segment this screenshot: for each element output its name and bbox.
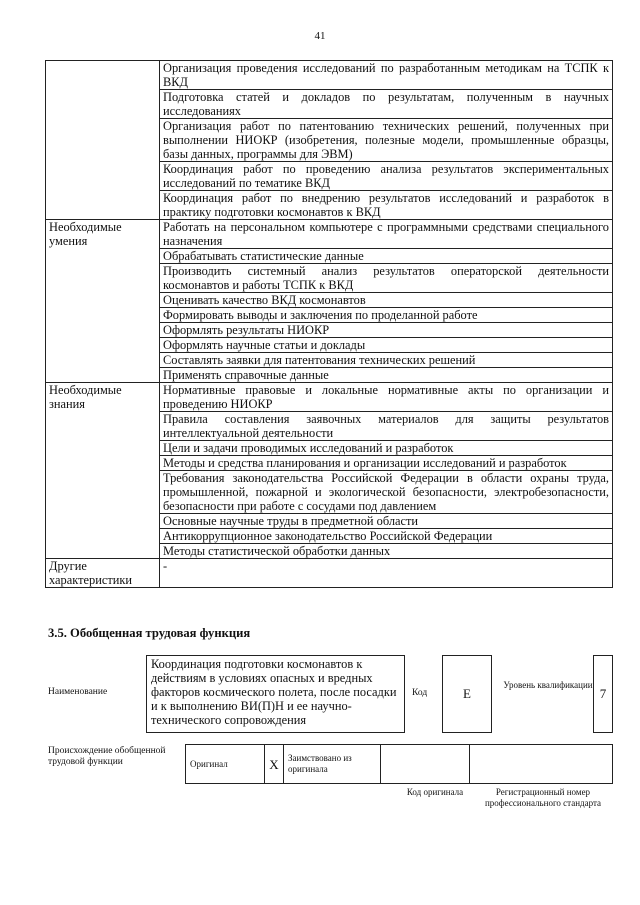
row-group-label [46, 61, 160, 220]
code-original-cell [381, 745, 470, 784]
table-cell: Цели и задачи проводимых исследований и разработок [160, 441, 613, 456]
table-cell: Нормативные правовые и локальные нормативные акты по организации и проведению НИОКР [160, 383, 613, 412]
original-label: Оригинал [186, 745, 265, 784]
row-group-label: Необходимые умения [46, 220, 160, 383]
row-group-label: Другие характеристики [46, 559, 160, 588]
table-cell: Координация работ по проведению анализа результатов экспериментальных исследований по тематике ВКД [160, 162, 613, 191]
table-cell: Координация работ по внедрению результатов исследований и разработок в практику подготовки космонавтов к ВКД [160, 191, 613, 220]
table-cell: Оформлять результаты НИОКР [160, 323, 613, 338]
table-cell: Составлять заявки для патентования технических решений [160, 353, 613, 368]
code-value-box: E [442, 655, 492, 733]
table-cell: - [160, 559, 613, 588]
table-row [46, 559, 613, 588]
table-row [46, 61, 613, 90]
table-cell: Производить системный анализ результатов операторской деятельности космонавтов и работы ТСПК к ВКД [160, 264, 613, 293]
table-cell: Подготовка статей и докладов по результатам, полученным в научных исследованиях [160, 90, 613, 119]
competency-table [45, 60, 613, 588]
borrowed-label: Заимствовано из оригинала [284, 745, 381, 784]
table-row [46, 220, 613, 249]
name-label: Наименование [48, 687, 108, 697]
table-cell: Формировать выводы и заключения по проделанной работе [160, 308, 613, 323]
table-cell: Правила составления заявочных материалов для защиты результатов интеллектуальной деятельности [160, 412, 613, 441]
reg-number-cell [470, 745, 613, 784]
table-cell: Антикоррупционное законодательство Российской Федерации [160, 529, 613, 544]
origin-table [185, 744, 613, 784]
table-cell: Оформлять научные статьи и доклады [160, 338, 613, 353]
original-mark: X [265, 745, 284, 784]
page-number: 41 [314, 30, 326, 42]
code-original-caption: Код оригинала [406, 787, 464, 797]
section-title: 3.5. Обобщенная трудовая функция [48, 626, 251, 640]
table-cell: Обрабатывать статистические данные [160, 249, 613, 264]
level-label: Уровень квалификации [503, 680, 593, 690]
table-cell: Применять справочные данные [160, 368, 613, 383]
reg-number-caption: Регистрационный номер профессионального стандарта [484, 787, 602, 808]
table-cell: Работать на персональном компьютере с программными средствами специального назначения [160, 220, 613, 249]
row-group-label: Необходимые знания [46, 383, 160, 559]
table-row [46, 383, 613, 412]
function-name-box: Координация подготовки космонавтов к действиям в условиях опасных и вредных факторов космического полета, после посадки и к выполнению ВИ(П)Н и ее научно-технического сопровождения [146, 655, 405, 733]
level-value-box: 7 [593, 655, 613, 733]
origin-label: Происхождение обобщенной трудовой функции [48, 746, 166, 767]
table-cell: Методы и средства планирования и организации исследований и разработок [160, 456, 613, 471]
table-cell: Методы статистической обработки данных [160, 544, 613, 559]
table-cell: Организация работ по патентованию технических решений, полученных при выполнении НИОКР (изобретения, полезные модели, промышленные образцы, базы данных, программы для ЭВМ) [160, 119, 613, 162]
table-cell: Основные научные труды в предметной области [160, 514, 613, 529]
code-label: Код [412, 688, 428, 698]
table-cell: Требования законодательства Российской Федерации в области охраны труда, промышленной, пожарной и экологической безопасности, электробезопасности, безопасности при работе с сосудами под давлением [160, 471, 613, 514]
table-cell: Оценивать качество ВКД космонавтов [160, 293, 613, 308]
table-cell: Организация проведения исследований по разработанным методикам на ТСПК к ВКД [160, 61, 613, 90]
